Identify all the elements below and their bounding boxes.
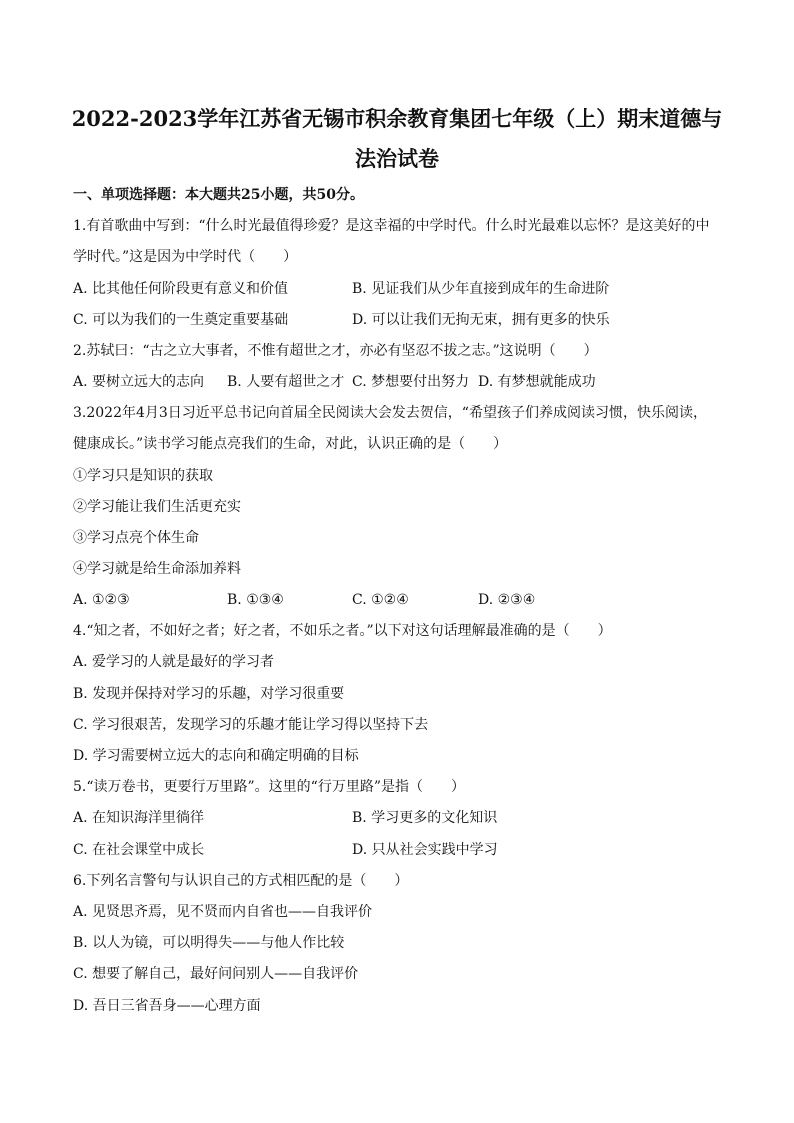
q5-option-c: C. 在社会课堂中成长 bbox=[73, 842, 205, 858]
question-3-line2: 健康成长。”读书学习能点亮我们的生命，对此，认识正确的是（ ） bbox=[73, 436, 508, 452]
q5-option-a: A. 在知识海洋里徜徉 bbox=[73, 810, 205, 826]
q6-option-a: A. 见贤思齐焉，见不贤而内自省也——自我评价 bbox=[73, 904, 373, 920]
question-2-line1: 2.苏轼曰：“古之立大事者，不惟有超世之才，亦必有坚忍不拔之志。”这说明（ ） bbox=[73, 343, 598, 359]
q3-option-d: D. ②③④ bbox=[478, 592, 536, 608]
q1-option-b: B. 见证我们从少年直接到成年的生命进阶 bbox=[352, 281, 610, 297]
question-3-statement-2: ②学习能让我们生活更充实 bbox=[73, 499, 241, 515]
q3-option-b: B. ①③④ bbox=[227, 592, 284, 608]
section-heading: 一、单项选择题：本大题共25小题，共50分。 bbox=[73, 187, 364, 203]
question-3-statement-1: ①学习只是知识的获取 bbox=[73, 468, 213, 484]
question-1-line2: 学时代。”这是因为中学时代（ ） bbox=[73, 249, 298, 265]
q6-option-b: B. 以人为镜，可以明得失——与他人作比较 bbox=[73, 935, 345, 951]
question-3-statement-4: ④学习就是给生命添加养料 bbox=[73, 561, 241, 577]
q3-option-c: C. ①②④ bbox=[352, 592, 409, 608]
q4-option-c: C. 学习很艰苦，发现学习的乐趣才能让学习得以坚持下去 bbox=[73, 717, 429, 733]
q1-option-a: A. 比其他任何阶段更有意义和价值 bbox=[73, 281, 289, 297]
question-3-line1: 3.2022年4月3日习近平总书记向首届全民阅读大会发去贺信，“希望孩子们养成阅读习惯，快乐阅读， bbox=[73, 405, 707, 421]
q1-option-c: C. 可以为我们的一生奠定重要基础 bbox=[73, 312, 289, 328]
q2-option-b: B. 人要有超世之才 bbox=[227, 374, 345, 390]
q2-option-a: A. 要树立远大的志向 bbox=[73, 374, 205, 390]
question-4-line1: 4.“知之者，不如好之者；好之者，不如乐之者。”以下对这句话理解最准确的是（ ） bbox=[73, 623, 612, 639]
question-1-line1: 1.有首歌曲中写到：“什么时光最值得珍爱？是这幸福的中学时代。什么时光最难以忘怀？是这美好的中 bbox=[73, 218, 710, 234]
q1-option-d: D. 可以让我们无拘无束，拥有更多的快乐 bbox=[352, 312, 610, 328]
q3-option-a: A. ①②③ bbox=[73, 592, 130, 608]
question-6-line1: 6.下列名言警句与认识自己的方式相匹配的是（ ） bbox=[73, 873, 409, 889]
q4-option-a: A. 爱学习的人就是最好的学习者 bbox=[73, 654, 275, 670]
q2-option-c: C. 梦想要付出努力 bbox=[352, 374, 470, 390]
q4-option-b: B. 发现并保持对学习的乐趣，对学习很重要 bbox=[73, 686, 345, 702]
q5-option-d: D. 只从社会实践中学习 bbox=[352, 842, 498, 858]
q6-option-c: C. 想要了解自己，最好问问别人——自我评价 bbox=[73, 966, 359, 982]
q4-option-d: D. 学习需要树立远大的志向和确定明确的目标 bbox=[73, 748, 359, 764]
q5-option-b: B. 学习更多的文化知识 bbox=[352, 810, 498, 826]
q2-option-d: D. 有梦想就能成功 bbox=[478, 374, 596, 390]
exam-title-line2: 法治试卷 bbox=[355, 146, 439, 171]
q6-option-d: D. 吾日三省吾身——心理方面 bbox=[73, 998, 261, 1014]
question-5-line1: 5.“读万卷书，更要行万里路”。这里的“行万里路”是指（ ） bbox=[73, 779, 465, 795]
exam-title-line1: 2022-2023学年江苏省无锡市积余教育集团七年级（上）期末道德与 bbox=[71, 106, 723, 131]
question-3-statement-3: ③学习点亮个体生命 bbox=[73, 530, 199, 546]
